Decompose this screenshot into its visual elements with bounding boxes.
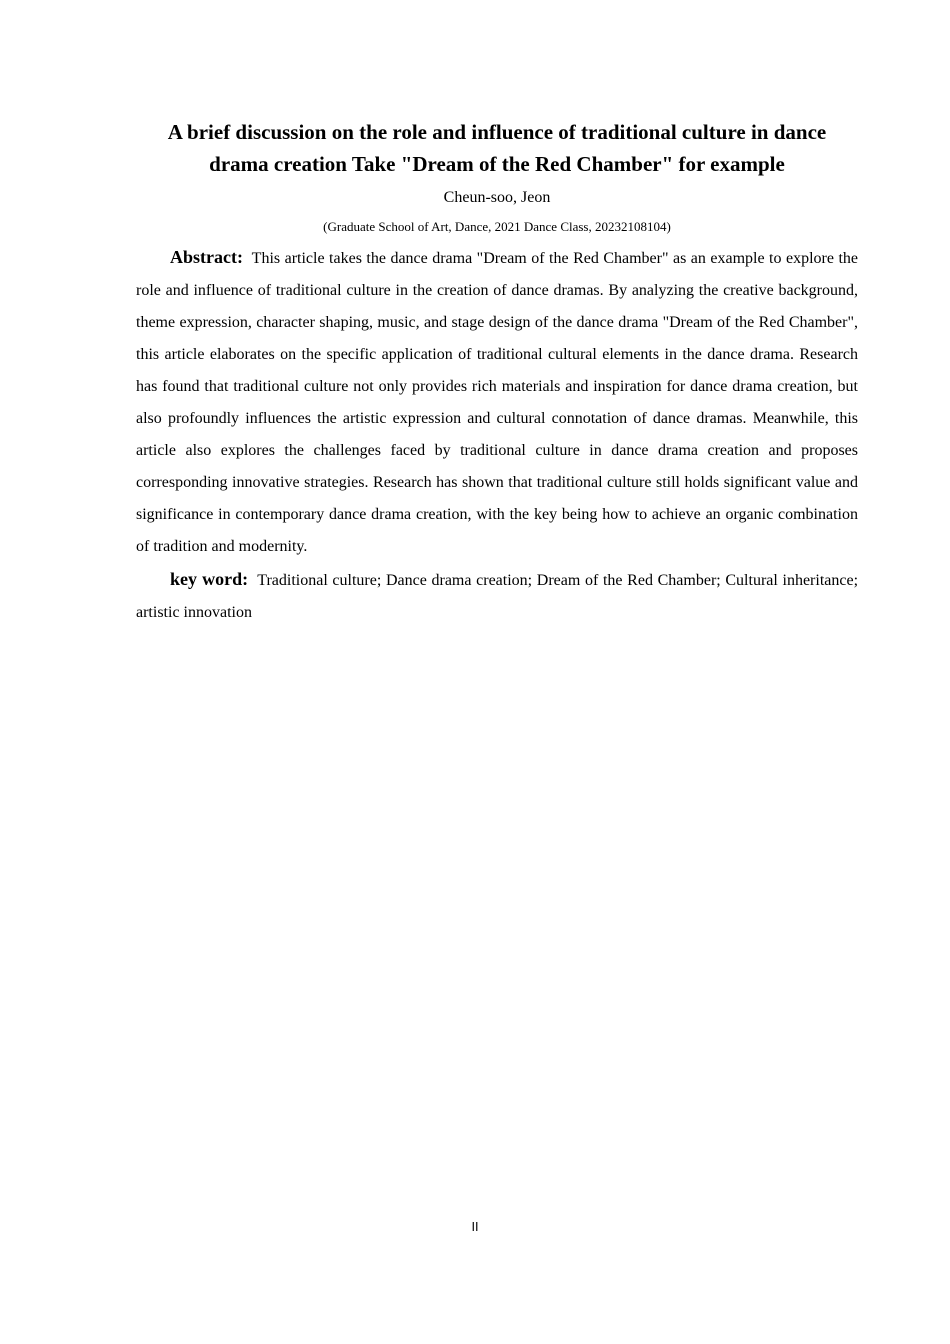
keywords-paragraph (136, 563, 858, 629)
page-number: II (471, 1220, 479, 1234)
abstract-text: This article takes the dance drama "Dream of the Red Chamber" as an example to explore the role and influence of traditional culture in the creation of dance dramas. By analyzing the creative background, theme expression, character shaping, music, and stage design of the dance drama "Dream of the Red Chamber", this article elaborates on the specific application of traditional cultural elements in the dance drama. Research has found that traditional culture not only provides rich materials and inspiration for dance drama creation, but also profoundly influences the artistic expression and cultural connotation of dance dramas. Meanwhile, this article also explores the challenges faced by traditional culture in dance drama creation and proposes corresponding innovative strategies. Research has shown that traditional culture still holds significant value and significance in contemporary dance drama creation, with the key being how to achieve an organic combination of tradition and modernity. (136, 250, 858, 555)
author-affiliation: (Graduate School of Art, Dance, 2021 Dance Class, 20232108104) (323, 219, 671, 234)
paper-front-matter (136, 116, 858, 629)
keywords-label: key word: (170, 569, 249, 589)
keywords-text: Traditional culture; Dance drama creation; Dream of the Red Chamber; Cultural inheritance; artistic innovation (136, 572, 859, 621)
author-name: Cheun-soo, Jeon (443, 189, 551, 206)
abstract-label: Abstract: (170, 247, 243, 267)
paper-title: A brief discussion on the role and influence of traditional culture in dance drama creation Take "Dream of the Red Chamber" for example (167, 120, 827, 176)
abstract-paragraph (136, 241, 858, 563)
